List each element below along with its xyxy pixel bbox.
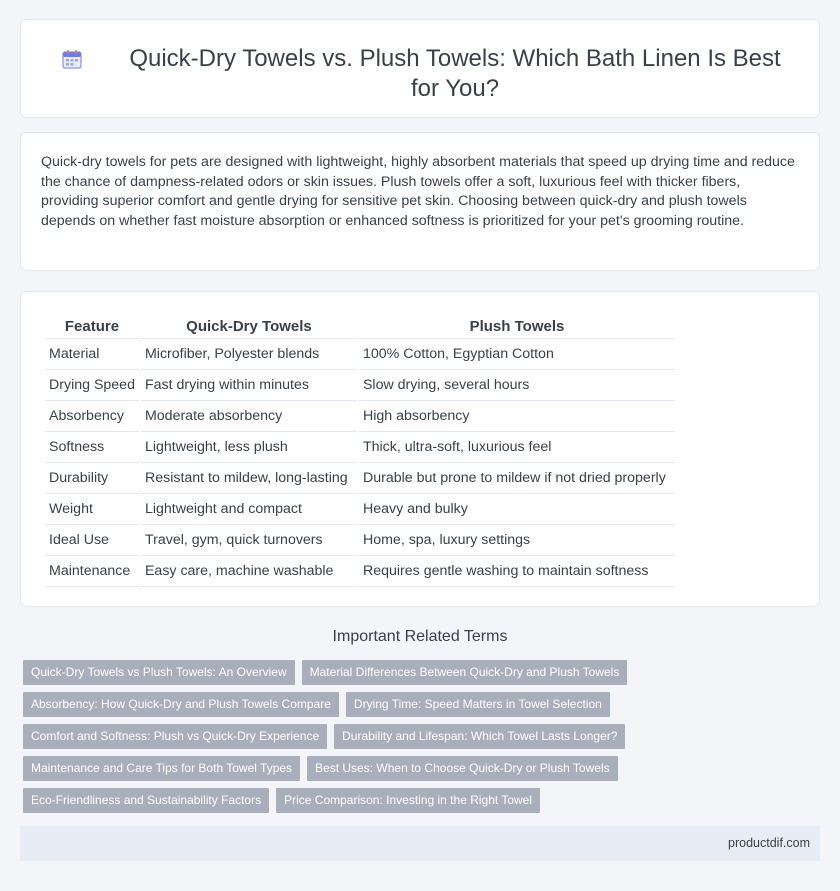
comparison-table [43,316,677,587]
comparison-table-card [20,291,820,607]
table-cell: Home, spa, luxury settings [359,525,675,556]
related-term-tag[interactable]: Maintenance and Care Tips for Both Towel Types [23,756,300,781]
table-cell: Lightweight and compact [141,494,357,525]
footer [20,826,820,861]
table-cell: Microfiber, Polyester blends [141,339,357,370]
related-terms-heading: Important Related Terms [332,628,508,645]
column-header-feature: Feature [45,316,139,339]
intro-card [20,132,820,271]
table-row [45,525,675,556]
related-term-tag[interactable]: Best Uses: When to Choose Quick-Dry or Plush Towels [307,756,618,781]
table-row [45,432,675,463]
related-term-tag[interactable]: Price Comparison: Investing in the Right Towel [276,788,540,813]
table-cell: Resistant to mildew, long-lasting [141,463,357,494]
site-name[interactable]: productdif.com [728,836,810,850]
table-cell: High absorbency [359,401,675,432]
table-cell: Easy care, machine washable [141,556,357,587]
table-row [45,556,675,587]
table-cell: Travel, gym, quick turnovers [141,525,357,556]
related-term-tag[interactable]: Durability and Lifespan: Which Towel Lasts Longer? [334,724,625,749]
table-row [45,370,675,401]
related-term-tag[interactable]: Eco-Friendliness and Sustainability Factors [23,788,269,813]
table-cell: Moderate absorbency [141,401,357,432]
table-cell: Material [45,339,139,370]
related-term-tag[interactable]: Absorbency: How Quick-Dry and Plush Towels Compare [23,692,339,717]
table-cell: Fast drying within minutes [141,370,357,401]
table-row [45,494,675,525]
table-row [45,401,675,432]
title-card [20,19,820,118]
table-cell: Ideal Use [45,525,139,556]
related-term-tag[interactable]: Comfort and Softness: Plush vs Quick-Dry Experience [23,724,327,749]
table-row [45,463,675,494]
table-cell: Thick, ultra-soft, luxurious feel [359,432,675,463]
table-header-row [45,316,675,339]
table-cell: Slow drying, several hours [359,370,675,401]
related-term-tag[interactable]: Drying Time: Speed Matters in Towel Selection [346,692,610,717]
table-cell: Absorbency [45,401,139,432]
table-cell: Weight [45,494,139,525]
table-cell: 100% Cotton, Egyptian Cotton [359,339,675,370]
related-terms-list [23,660,813,820]
table-row [45,339,675,370]
table-cell: Durability [45,463,139,494]
table-cell: Durable but prone to mildew if not dried properly [359,463,675,494]
table-cell: Heavy and bulky [359,494,675,525]
column-header-quick-dry: Quick-Dry Towels [141,316,357,339]
table-cell: Lightweight, less plush [141,432,357,463]
table-cell: Maintenance [45,556,139,587]
table-cell: Softness [45,432,139,463]
related-term-tag[interactable]: Quick-Dry Towels vs Plush Towels: An Overview [23,660,295,685]
intro-paragraph: Quick-dry towels for pets are designed with lightweight, highly absorbent materials that speed up drying time and reduce the chance of dampness-related odors or skin issues. Plush towels offer a soft, luxurious feel with thicker fibers, providing superior comfort and gentle drying for sensitive pet skin. Choosing between quick-dry and plush towels depends on whether fast moisture absorption or enhanced softness is prioritized for your pet's grooming routine. [41,154,795,229]
table-cell: Requires gentle washing to maintain softness [359,556,675,587]
related-term-tag[interactable]: Material Differences Between Quick-Dry and Plush Towels [302,660,628,685]
page-title: Quick-Dry Towels vs. Plush Towels: Which Bath Linen Is Best for You? [129,45,781,102]
column-header-plush: Plush Towels [359,316,675,339]
table-cell: Drying Speed [45,370,139,401]
